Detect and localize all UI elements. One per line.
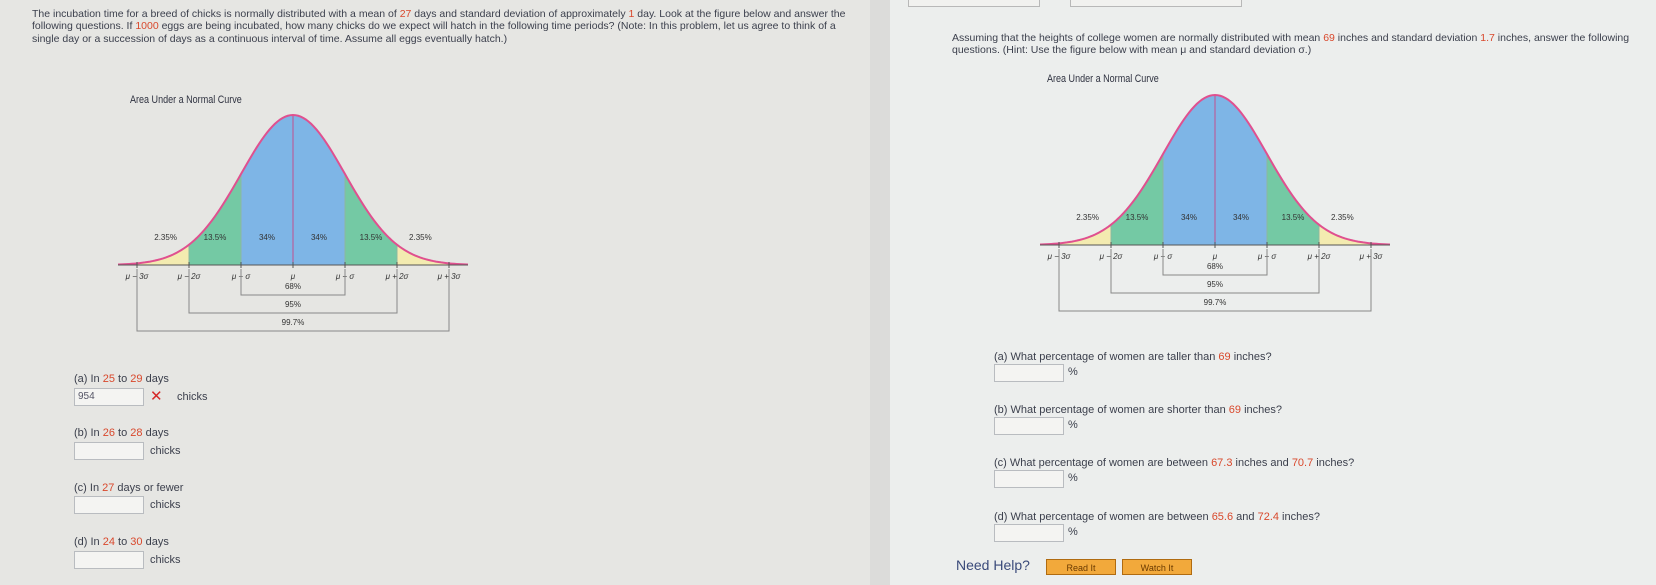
axis-label: μ − 2σ xyxy=(1099,252,1123,261)
percent-label: 2.35% xyxy=(409,233,432,242)
q-text: inches and xyxy=(1232,457,1292,469)
mean-value: 69 xyxy=(1323,32,1335,44)
eggs-value: 1000 xyxy=(135,20,159,33)
normal-curve-figure xyxy=(1040,88,1390,338)
panel-divider xyxy=(870,0,890,585)
q-value: 30 xyxy=(130,536,143,548)
q-text: days xyxy=(142,373,169,385)
answer-input-c[interactable] xyxy=(74,496,144,514)
axis-label: μ + σ xyxy=(1257,252,1277,261)
top-tab-edge xyxy=(908,0,1040,7)
percent-label: 34% xyxy=(258,233,276,242)
q-text: (a) In xyxy=(74,373,103,385)
watch-it-button[interactable]: Watch It xyxy=(1122,559,1192,575)
bracket-label: 95% xyxy=(1206,280,1224,289)
axis-label: μ − 3σ xyxy=(1047,252,1071,261)
question-a xyxy=(74,373,169,385)
axis-label: μ − 2σ xyxy=(177,272,201,281)
q-text: to xyxy=(114,536,131,548)
q-text: days xyxy=(142,427,169,439)
tail-area-left xyxy=(1040,225,1111,245)
percent-label: 2.35% xyxy=(1331,213,1354,222)
answer-input-a[interactable] xyxy=(994,364,1064,382)
q-text: (b) What percentage of women are shorter than xyxy=(994,404,1229,416)
question-a xyxy=(994,351,1272,363)
q-value: 24 xyxy=(102,536,115,548)
mean-value: 27 xyxy=(399,8,412,20)
unit-label: chicks xyxy=(150,554,181,566)
text-fragment: The incubation time for a breed of chicks is normally distributed with a mean of xyxy=(32,8,400,20)
q-value: 67.3 xyxy=(1211,457,1233,469)
bracket-label: 68% xyxy=(1206,262,1224,271)
axis-label: μ + σ xyxy=(335,272,355,281)
need-help-label: Need Help? xyxy=(956,557,1030,573)
answer-input-c[interactable] xyxy=(994,470,1064,488)
percent-label: 34% xyxy=(1232,213,1250,222)
q-text: and xyxy=(1233,511,1258,523)
q-value: 25 xyxy=(102,373,115,385)
text-fragment: inches, answer the following questions. (Hint: Use the figure below with mean μ and standard deviation σ.) xyxy=(952,32,1630,57)
q-value: 27 xyxy=(102,482,115,494)
bracket-label: 99.7% xyxy=(281,318,305,327)
axis-label: μ xyxy=(290,272,296,281)
unit-label: % xyxy=(1068,419,1078,431)
q-text: (c) What percentage of women are between xyxy=(994,457,1212,469)
q-text: (d) In xyxy=(74,536,103,548)
percent-label: 13.5% xyxy=(203,233,227,242)
question-c xyxy=(994,457,1354,469)
q-value: 65.6 xyxy=(1211,511,1234,523)
answer-input-d[interactable] xyxy=(994,524,1064,542)
q-value: 69 xyxy=(1228,404,1242,416)
text-fragment: eggs are being incubated, how many chicks do we expect will hatch in the following time periods? (Note: In this problem, let us agree to think of a single day or a succession of days as a continuous interval of time. Assume all eggs eventually hatch.) xyxy=(32,20,836,45)
unit-label: chicks xyxy=(150,499,181,511)
q-text: to xyxy=(114,427,131,439)
unit-label: chicks xyxy=(150,445,181,457)
tail-area-left xyxy=(118,245,189,265)
question-c xyxy=(74,482,183,494)
q-text: to xyxy=(114,373,131,385)
axis-label: μ − σ xyxy=(231,272,251,281)
percent-label: 13.5% xyxy=(1281,213,1305,222)
q-text: (d) What percentage of women are between xyxy=(994,511,1212,523)
bracket-label: 99.7% xyxy=(1203,298,1227,307)
q-value: 70.7 xyxy=(1291,457,1314,469)
axis-label: μ + 3σ xyxy=(437,272,461,281)
incorrect-x-icon: ✕ xyxy=(150,388,163,405)
question-b xyxy=(994,404,1282,416)
q-value: 72.4 xyxy=(1257,511,1279,523)
unit-label: % xyxy=(1068,366,1078,378)
q-value: 69 xyxy=(1218,351,1231,363)
figure-caption: Area Under a Normal Curve xyxy=(130,94,242,106)
text-fragment: inches and standard deviation xyxy=(1334,32,1481,44)
text-fragment: Assuming that the heights of college women are normally distributed with mean xyxy=(952,32,1324,44)
bracket-label: 68% xyxy=(284,282,302,291)
bracket-label: 95% xyxy=(284,300,302,309)
answer-input-d[interactable] xyxy=(74,551,144,569)
percent-label: 13.5% xyxy=(359,233,383,242)
text-fragment: days and standard deviation of approximately xyxy=(411,8,629,20)
axis-label: μ + 2σ xyxy=(1307,252,1331,261)
question-b xyxy=(74,427,169,439)
q-value: 28 xyxy=(130,427,143,439)
tail-area-right xyxy=(1319,225,1390,245)
sd-value: 1 xyxy=(628,8,635,20)
axis-label: μ + 3σ xyxy=(1359,252,1383,261)
q-text: inches? xyxy=(1279,511,1320,523)
axis-label: μ + 2σ xyxy=(385,272,409,281)
unit-label: chicks xyxy=(177,391,208,403)
q-text: (a) What percentage of women are taller than xyxy=(994,351,1219,363)
sd-value: 1.7 xyxy=(1480,32,1495,44)
axis-label: μ xyxy=(1212,252,1218,261)
q-value: 26 xyxy=(102,427,115,439)
figure-caption: Area Under a Normal Curve xyxy=(1047,73,1159,85)
q-text: (c) In xyxy=(74,482,103,494)
answer-input-a[interactable]: 954 xyxy=(74,388,144,406)
q-text: inches? xyxy=(1230,351,1272,363)
unit-label: % xyxy=(1068,526,1078,538)
read-it-button[interactable]: Read It xyxy=(1046,559,1116,575)
question-d xyxy=(74,536,169,548)
tail-area-right xyxy=(397,245,468,265)
right-problem-text xyxy=(952,32,1632,57)
center-area-right xyxy=(293,115,345,265)
q-text: inches? xyxy=(1241,404,1283,416)
unit-label: % xyxy=(1068,472,1078,484)
axis-label: μ − 3σ xyxy=(125,272,149,281)
axis-label: μ − σ xyxy=(1153,252,1173,261)
question-d xyxy=(994,511,1320,523)
top-tab-edge xyxy=(1070,0,1242,7)
percent-label: 34% xyxy=(1180,213,1198,222)
q-value: 29 xyxy=(130,373,143,385)
center-area-left xyxy=(1163,95,1215,245)
percent-label: 34% xyxy=(310,233,328,242)
text-fragment: day. Look at the figure below and answer the following questions. If xyxy=(32,8,846,33)
percent-label: 2.35% xyxy=(154,233,177,242)
center-area-left xyxy=(241,115,293,265)
center-area-right xyxy=(1215,95,1267,245)
left-problem-text xyxy=(32,8,862,45)
q-text: inches? xyxy=(1313,457,1355,469)
answer-input-b[interactable] xyxy=(74,442,144,460)
q-text: days xyxy=(142,536,169,548)
answer-input-b[interactable] xyxy=(994,417,1064,435)
normal-curve-figure xyxy=(118,108,468,358)
q-text: (b) In xyxy=(74,427,103,439)
percent-label: 2.35% xyxy=(1076,213,1099,222)
q-text: days or fewer xyxy=(114,482,184,494)
percent-label: 13.5% xyxy=(1125,213,1149,222)
